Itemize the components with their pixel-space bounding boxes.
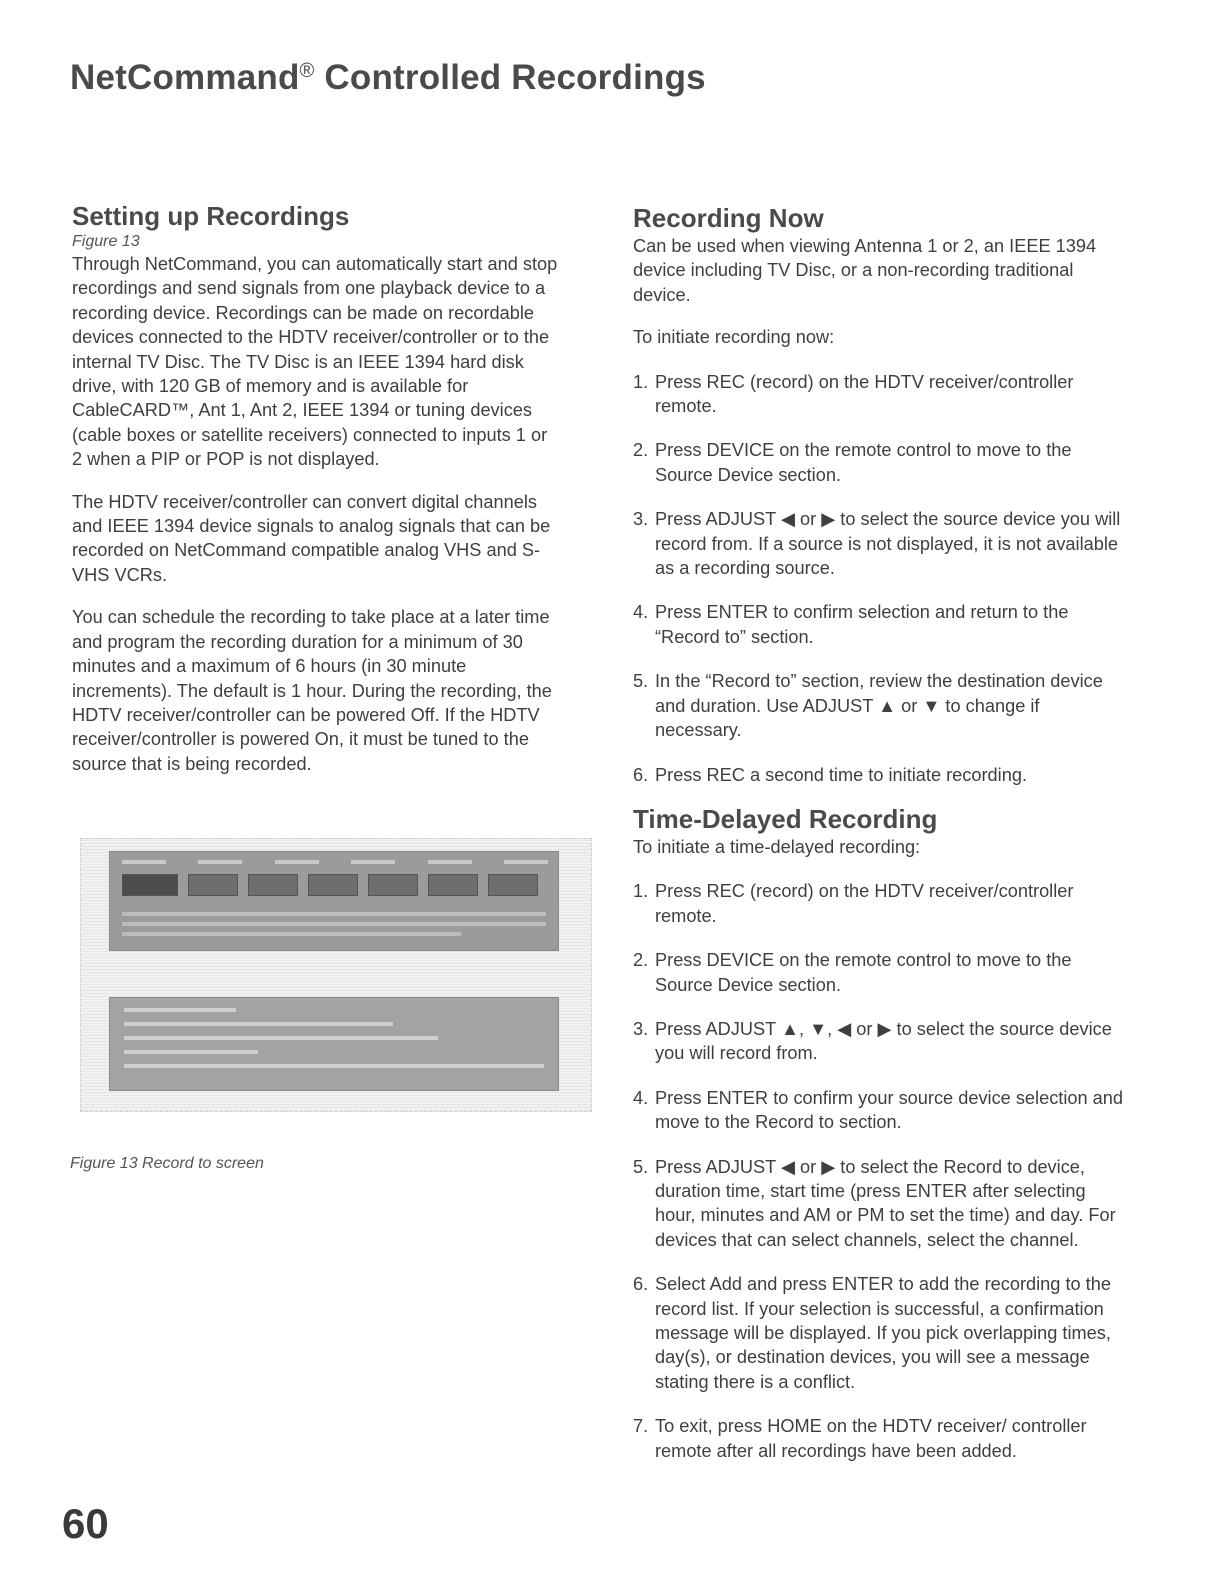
page-title: NetCommand® Controlled Recordings [70, 58, 706, 97]
time-delayed-steps [633, 879, 1128, 1463]
list-item: 3. Press ADJUST ▲, ▼, ◀ or ▶ to select the source device you will record from. [633, 1018, 1112, 1064]
setup-paragraph-1: Through NetCommand, you can automatically start and stop recordings and send signals from one playback device to a recording device. Recordings can be made on recordable devices connected to the HDTV receiver/controller or to the internal TV Disc. The TV Disc is an IEEE 1394 hard disk drive, with 120 GB of memory and is available for CableCARD™, Ant 1, Ant 2, IEEE 1394 or tuning devices (cable boxes or satellite receivers) connected to inputs 1 or 2 when a PIP or POP is not displayed. [72, 254, 558, 470]
list-item: 7. To exit, press HOME on the HDTV receiver/ controller remote after all recordings have been added. [633, 1416, 1087, 1461]
setup-section [72, 200, 562, 794]
time-delayed-lead: To initiate a time-delayed recording: [633, 836, 921, 857]
figure-caption: Figure 13 Record to screen [70, 1155, 264, 1172]
list-item: 5. Press ADJUST ◀ or ▶ to select the Record to device, duration time, start time (press ENTER after selecting hour, minutes and AM or PM to set the time) and day. For devices that can select channels, select the channel. [633, 1156, 1116, 1250]
time-delayed-heading: Time-Delayed Recording [633, 803, 938, 834]
figure-reference: Figure 13 [72, 233, 140, 250]
list-item: 2. Press DEVICE on the remote control to move to the Source Device section. [633, 440, 1072, 485]
list-item: 4. Press ENTER to confirm your source device selection and move to the Record to section. [633, 1087, 1124, 1133]
list-item: 5. In the “Record to” section, review the destination device and duration. Use ADJUST ▲ or ▼ to change if necessary. [633, 671, 1103, 741]
list-item: 1. Press REC (record) on the HDTV receiver/controller remote. [633, 881, 1074, 926]
recording-now-steps [633, 370, 1128, 787]
list-item: 1. Press REC (record) on the HDTV receiver/controller remote. [633, 371, 1074, 417]
recording-now-intro: Can be used when viewing Antenna 1 or 2, an IEEE 1394 device including TV Disc, or a non-recording traditional device. [633, 236, 1097, 305]
page-number: 60 [62, 1500, 109, 1547]
recording-now-lead: To initiate recording now: [633, 327, 835, 348]
recording-now-heading: Recording Now [633, 203, 824, 233]
record-to-screen-figure [80, 838, 592, 1112]
list-item: 4. Press ENTER to confirm selection and return to the “Record to” section. [633, 602, 1069, 647]
list-item: 6. Select Add and press ENTER to add the recording to the record list. If your selection is successful, a confirmation message will be displayed. If you pick overlapping times, day(s), or destination devices, you will see a message stating there is a conflict. [633, 1274, 1111, 1392]
list-item: 6. Press REC a second time to initiate recording. [633, 764, 1028, 785]
setup-paragraph-3: You can schedule the recording to take place at a later time and program the recording duration for a minimum of 30 minutes and a maximum of 6 hours (in 30 minute increments). The default is 1 hour. During the recording, the HDTV receiver/controller can be powered Off. If the HDTV receiver/controller is powered On, it must be tuned to the source that is being recorded. [72, 607, 552, 774]
setup-paragraph-2: The HDTV receiver/controller can convert digital channels and IEEE 1394 device signals to analog signals that can be recorded on NetCommand compatible analog VHS and S-VHS VCRs. [72, 491, 551, 585]
setup-heading: Setting up Recordings [72, 201, 350, 231]
screen-record-panel [109, 997, 559, 1091]
list-item: 2. Press DEVICE on the remote control to move to the Source Device section. [633, 950, 1072, 995]
list-item: 3. Press ADJUST ◀ or ▶ to select the source device you will record from. If a source is not displayed, it is not available as a recording source. [633, 509, 1121, 579]
recording-now-section [633, 202, 1128, 1483]
screen-menu-panel [109, 851, 559, 951]
